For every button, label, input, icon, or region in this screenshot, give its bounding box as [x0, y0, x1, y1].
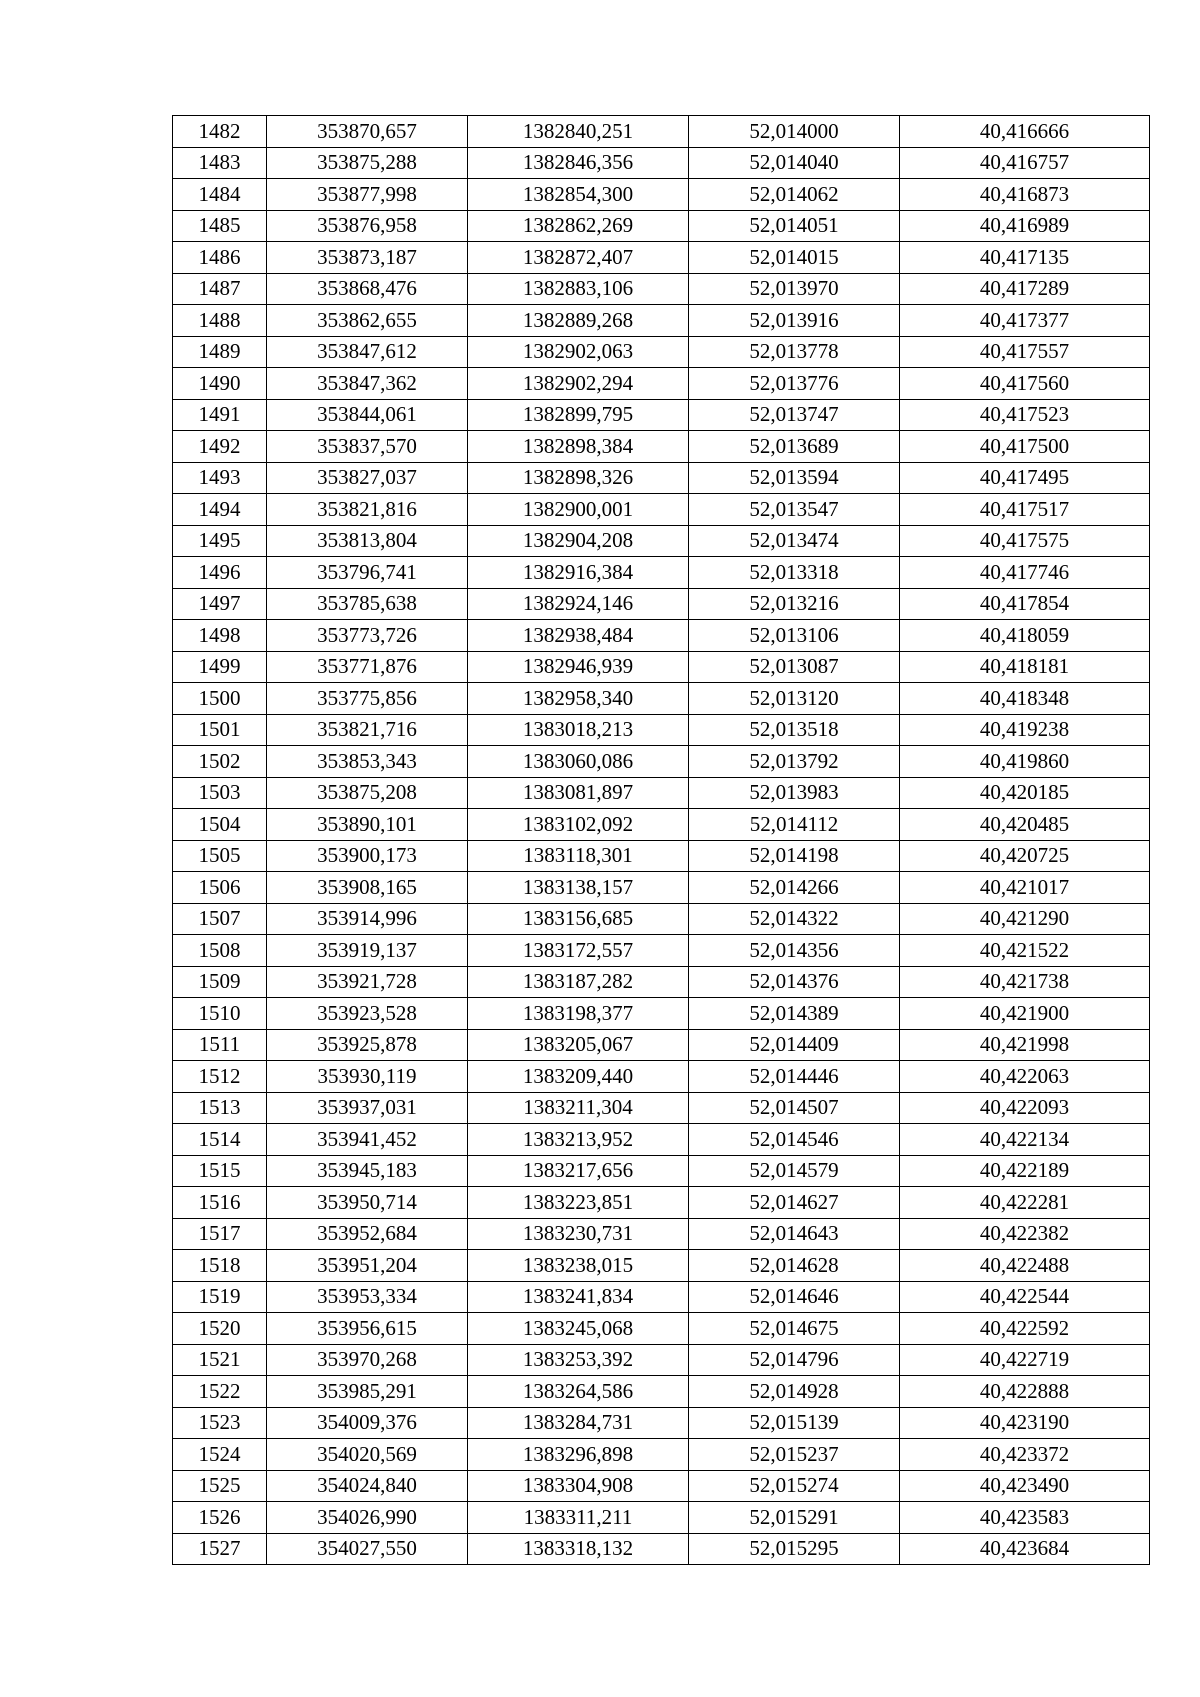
- y-coordinate-cell: 1383211,304: [468, 1092, 689, 1124]
- longitude-cell: 40,422063: [900, 1061, 1150, 1093]
- table-row: [173, 210, 1150, 242]
- longitude-cell: 40,417560: [900, 368, 1150, 400]
- longitude-cell: 40,423583: [900, 1502, 1150, 1534]
- latitude-cell: 52,013216: [689, 588, 900, 620]
- x-coordinate-cell: 353775,856: [267, 683, 468, 715]
- point-number-cell: 1482: [173, 116, 267, 148]
- latitude-cell: 52,013778: [689, 336, 900, 368]
- longitude-cell: 40,417500: [900, 431, 1150, 463]
- latitude-cell: 52,013970: [689, 273, 900, 305]
- x-coordinate-cell: 354020,569: [267, 1439, 468, 1471]
- table-row: [173, 525, 1150, 557]
- longitude-cell: 40,423684: [900, 1533, 1150, 1565]
- point-number-cell: 1514: [173, 1124, 267, 1156]
- longitude-cell: 40,421738: [900, 966, 1150, 998]
- x-coordinate-cell: 354027,550: [267, 1533, 468, 1565]
- y-coordinate-cell: 1383245,068: [468, 1313, 689, 1345]
- longitude-cell: 40,421900: [900, 998, 1150, 1030]
- point-number-cell: 1497: [173, 588, 267, 620]
- x-coordinate-cell: 353785,638: [267, 588, 468, 620]
- table-row: [173, 557, 1150, 589]
- point-number-cell: 1509: [173, 966, 267, 998]
- point-number-cell: 1522: [173, 1376, 267, 1408]
- point-number-cell: 1494: [173, 494, 267, 526]
- longitude-cell: 40,422544: [900, 1281, 1150, 1313]
- latitude-cell: 52,014627: [689, 1187, 900, 1219]
- longitude-cell: 40,417495: [900, 462, 1150, 494]
- latitude-cell: 52,014356: [689, 935, 900, 967]
- latitude-cell: 52,013318: [689, 557, 900, 589]
- y-coordinate-cell: 1382904,208: [468, 525, 689, 557]
- latitude-cell: 52,015291: [689, 1502, 900, 1534]
- point-number-cell: 1503: [173, 777, 267, 809]
- longitude-cell: 40,416873: [900, 179, 1150, 211]
- table-row: [173, 935, 1150, 967]
- table-row: [173, 116, 1150, 148]
- longitude-cell: 40,421290: [900, 903, 1150, 935]
- table-row: [173, 336, 1150, 368]
- table-row: [173, 242, 1150, 274]
- point-number-cell: 1495: [173, 525, 267, 557]
- latitude-cell: 52,013120: [689, 683, 900, 715]
- x-coordinate-cell: 353952,684: [267, 1218, 468, 1250]
- y-coordinate-cell: 1383172,557: [468, 935, 689, 967]
- latitude-cell: 52,014675: [689, 1313, 900, 1345]
- longitude-cell: 40,423490: [900, 1470, 1150, 1502]
- x-coordinate-cell: 353953,334: [267, 1281, 468, 1313]
- point-number-cell: 1516: [173, 1187, 267, 1219]
- longitude-cell: 40,421998: [900, 1029, 1150, 1061]
- point-number-cell: 1524: [173, 1439, 267, 1471]
- longitude-cell: 40,420485: [900, 809, 1150, 841]
- longitude-cell: 40,422189: [900, 1155, 1150, 1187]
- y-coordinate-cell: 1383018,213: [468, 714, 689, 746]
- x-coordinate-cell: 353853,343: [267, 746, 468, 778]
- y-coordinate-cell: 1382924,146: [468, 588, 689, 620]
- point-number-cell: 1498: [173, 620, 267, 652]
- x-coordinate-cell: 353813,804: [267, 525, 468, 557]
- x-coordinate-cell: 353930,119: [267, 1061, 468, 1093]
- y-coordinate-cell: 1383318,132: [468, 1533, 689, 1565]
- longitude-cell: 40,419238: [900, 714, 1150, 746]
- longitude-cell: 40,417854: [900, 588, 1150, 620]
- y-coordinate-cell: 1383217,656: [468, 1155, 689, 1187]
- y-coordinate-cell: 1383253,392: [468, 1344, 689, 1376]
- y-coordinate-cell: 1383304,908: [468, 1470, 689, 1502]
- y-coordinate-cell: 1382902,063: [468, 336, 689, 368]
- point-number-cell: 1506: [173, 872, 267, 904]
- table-row: [173, 1187, 1150, 1219]
- table-row: [173, 1407, 1150, 1439]
- point-number-cell: 1493: [173, 462, 267, 494]
- latitude-cell: 52,013547: [689, 494, 900, 526]
- table-row: [173, 1092, 1150, 1124]
- table-row: [173, 966, 1150, 998]
- latitude-cell: 52,014646: [689, 1281, 900, 1313]
- latitude-cell: 52,013474: [689, 525, 900, 557]
- latitude-cell: 52,014389: [689, 998, 900, 1030]
- y-coordinate-cell: 1383209,440: [468, 1061, 689, 1093]
- point-number-cell: 1521: [173, 1344, 267, 1376]
- y-coordinate-cell: 1382889,268: [468, 305, 689, 337]
- x-coordinate-cell: 353941,452: [267, 1124, 468, 1156]
- longitude-cell: 40,421017: [900, 872, 1150, 904]
- longitude-cell: 40,422592: [900, 1313, 1150, 1345]
- x-coordinate-cell: 353837,570: [267, 431, 468, 463]
- table-row: [173, 1061, 1150, 1093]
- table-row: [173, 1376, 1150, 1408]
- latitude-cell: 52,013518: [689, 714, 900, 746]
- y-coordinate-cell: 1382899,795: [468, 399, 689, 431]
- x-coordinate-cell: 353773,726: [267, 620, 468, 652]
- y-coordinate-cell: 1382883,106: [468, 273, 689, 305]
- latitude-cell: 52,014322: [689, 903, 900, 935]
- latitude-cell: 52,014409: [689, 1029, 900, 1061]
- latitude-cell: 52,014062: [689, 179, 900, 211]
- x-coordinate-cell: 353985,291: [267, 1376, 468, 1408]
- longitude-cell: 40,418181: [900, 651, 1150, 683]
- point-number-cell: 1517: [173, 1218, 267, 1250]
- y-coordinate-cell: 1383205,067: [468, 1029, 689, 1061]
- table-row: [173, 809, 1150, 841]
- x-coordinate-cell: 353847,362: [267, 368, 468, 400]
- table-row: [173, 179, 1150, 211]
- point-number-cell: 1492: [173, 431, 267, 463]
- table-row: [173, 1281, 1150, 1313]
- y-coordinate-cell: 1382902,294: [468, 368, 689, 400]
- longitude-cell: 40,417557: [900, 336, 1150, 368]
- table-row: [173, 651, 1150, 683]
- x-coordinate-cell: 353914,996: [267, 903, 468, 935]
- y-coordinate-cell: 1383102,092: [468, 809, 689, 841]
- latitude-cell: 52,015295: [689, 1533, 900, 1565]
- point-number-cell: 1519: [173, 1281, 267, 1313]
- x-coordinate-cell: 353956,615: [267, 1313, 468, 1345]
- y-coordinate-cell: 1383118,301: [468, 840, 689, 872]
- x-coordinate-cell: 353921,728: [267, 966, 468, 998]
- longitude-cell: 40,418348: [900, 683, 1150, 715]
- y-coordinate-cell: 1382938,484: [468, 620, 689, 652]
- longitude-cell: 40,417517: [900, 494, 1150, 526]
- x-coordinate-cell: 353945,183: [267, 1155, 468, 1187]
- x-coordinate-cell: 354009,376: [267, 1407, 468, 1439]
- table-row: [173, 1218, 1150, 1250]
- y-coordinate-cell: 1383230,731: [468, 1218, 689, 1250]
- x-coordinate-cell: 353771,876: [267, 651, 468, 683]
- table-row: [173, 1502, 1150, 1534]
- x-coordinate-cell: 353970,268: [267, 1344, 468, 1376]
- y-coordinate-cell: 1383223,851: [468, 1187, 689, 1219]
- y-coordinate-cell: 1383241,834: [468, 1281, 689, 1313]
- point-number-cell: 1511: [173, 1029, 267, 1061]
- y-coordinate-cell: 1383213,952: [468, 1124, 689, 1156]
- table-row: [173, 714, 1150, 746]
- point-number-cell: 1504: [173, 809, 267, 841]
- longitude-cell: 40,416989: [900, 210, 1150, 242]
- x-coordinate-cell: 353847,612: [267, 336, 468, 368]
- longitude-cell: 40,417523: [900, 399, 1150, 431]
- latitude-cell: 52,014928: [689, 1376, 900, 1408]
- x-coordinate-cell: 353876,958: [267, 210, 468, 242]
- x-coordinate-cell: 353925,878: [267, 1029, 468, 1061]
- y-coordinate-cell: 1382900,001: [468, 494, 689, 526]
- latitude-cell: 52,014579: [689, 1155, 900, 1187]
- table-row: [173, 777, 1150, 809]
- x-coordinate-cell: 353821,816: [267, 494, 468, 526]
- table-row: [173, 1029, 1150, 1061]
- table-row: [173, 368, 1150, 400]
- latitude-cell: 52,013792: [689, 746, 900, 778]
- point-number-cell: 1507: [173, 903, 267, 935]
- point-number-cell: 1500: [173, 683, 267, 715]
- latitude-cell: 52,013747: [689, 399, 900, 431]
- table-row: [173, 399, 1150, 431]
- table-row: [173, 1533, 1150, 1565]
- latitude-cell: 52,014643: [689, 1218, 900, 1250]
- x-coordinate-cell: 353919,137: [267, 935, 468, 967]
- latitude-cell: 52,014198: [689, 840, 900, 872]
- latitude-cell: 52,014112: [689, 809, 900, 841]
- y-coordinate-cell: 1383311,211: [468, 1502, 689, 1534]
- longitude-cell: 40,416666: [900, 116, 1150, 148]
- y-coordinate-cell: 1383264,586: [468, 1376, 689, 1408]
- x-coordinate-cell: 353875,288: [267, 147, 468, 179]
- longitude-cell: 40,419860: [900, 746, 1150, 778]
- point-number-cell: 1501: [173, 714, 267, 746]
- y-coordinate-cell: 1383138,157: [468, 872, 689, 904]
- x-coordinate-cell: 353870,657: [267, 116, 468, 148]
- point-number-cell: 1499: [173, 651, 267, 683]
- longitude-cell: 40,422719: [900, 1344, 1150, 1376]
- y-coordinate-cell: 1382840,251: [468, 116, 689, 148]
- latitude-cell: 52,013689: [689, 431, 900, 463]
- latitude-cell: 52,014051: [689, 210, 900, 242]
- coordinates-table: [172, 115, 1150, 1565]
- latitude-cell: 52,014796: [689, 1344, 900, 1376]
- table-row: [173, 1439, 1150, 1471]
- latitude-cell: 52,014446: [689, 1061, 900, 1093]
- longitude-cell: 40,417746: [900, 557, 1150, 589]
- table-row: [173, 305, 1150, 337]
- point-number-cell: 1525: [173, 1470, 267, 1502]
- latitude-cell: 52,013594: [689, 462, 900, 494]
- x-coordinate-cell: 353821,716: [267, 714, 468, 746]
- longitude-cell: 40,422134: [900, 1124, 1150, 1156]
- table-row: [173, 494, 1150, 526]
- latitude-cell: 52,015139: [689, 1407, 900, 1439]
- coordinates-table-body: [173, 116, 1150, 1565]
- latitude-cell: 52,014040: [689, 147, 900, 179]
- latitude-cell: 52,014266: [689, 872, 900, 904]
- table-row: [173, 588, 1150, 620]
- table-row: [173, 872, 1150, 904]
- longitude-cell: 40,417377: [900, 305, 1150, 337]
- y-coordinate-cell: 1382916,384: [468, 557, 689, 589]
- y-coordinate-cell: 1383296,898: [468, 1439, 689, 1471]
- x-coordinate-cell: 353900,173: [267, 840, 468, 872]
- latitude-cell: 52,013106: [689, 620, 900, 652]
- longitude-cell: 40,417575: [900, 525, 1150, 557]
- longitude-cell: 40,422382: [900, 1218, 1150, 1250]
- longitude-cell: 40,422488: [900, 1250, 1150, 1282]
- table-row: [173, 1155, 1150, 1187]
- longitude-cell: 40,420725: [900, 840, 1150, 872]
- longitude-cell: 40,423372: [900, 1439, 1150, 1471]
- latitude-cell: 52,014628: [689, 1250, 900, 1282]
- x-coordinate-cell: 353796,741: [267, 557, 468, 589]
- point-number-cell: 1512: [173, 1061, 267, 1093]
- table-row: [173, 840, 1150, 872]
- point-number-cell: 1526: [173, 1502, 267, 1534]
- x-coordinate-cell: 353937,031: [267, 1092, 468, 1124]
- y-coordinate-cell: 1383238,015: [468, 1250, 689, 1282]
- point-number-cell: 1490: [173, 368, 267, 400]
- x-coordinate-cell: 353951,204: [267, 1250, 468, 1282]
- latitude-cell: 52,014546: [689, 1124, 900, 1156]
- point-number-cell: 1508: [173, 935, 267, 967]
- point-number-cell: 1505: [173, 840, 267, 872]
- longitude-cell: 40,418059: [900, 620, 1150, 652]
- table-row: [173, 620, 1150, 652]
- latitude-cell: 52,013983: [689, 777, 900, 809]
- table-row: [173, 1344, 1150, 1376]
- longitude-cell: 40,422093: [900, 1092, 1150, 1124]
- y-coordinate-cell: 1382946,939: [468, 651, 689, 683]
- latitude-cell: 52,013776: [689, 368, 900, 400]
- point-number-cell: 1518: [173, 1250, 267, 1282]
- y-coordinate-cell: 1383198,377: [468, 998, 689, 1030]
- longitude-cell: 40,421522: [900, 935, 1150, 967]
- x-coordinate-cell: 353875,208: [267, 777, 468, 809]
- latitude-cell: 52,013087: [689, 651, 900, 683]
- longitude-cell: 40,416757: [900, 147, 1150, 179]
- table-row: [173, 462, 1150, 494]
- y-coordinate-cell: 1383156,685: [468, 903, 689, 935]
- longitude-cell: 40,423190: [900, 1407, 1150, 1439]
- x-coordinate-cell: 354024,840: [267, 1470, 468, 1502]
- latitude-cell: 52,014376: [689, 966, 900, 998]
- latitude-cell: 52,014000: [689, 116, 900, 148]
- table-row: [173, 1313, 1150, 1345]
- table-row: [173, 903, 1150, 935]
- latitude-cell: 52,014015: [689, 242, 900, 274]
- point-number-cell: 1483: [173, 147, 267, 179]
- point-number-cell: 1488: [173, 305, 267, 337]
- point-number-cell: 1491: [173, 399, 267, 431]
- longitude-cell: 40,422281: [900, 1187, 1150, 1219]
- x-coordinate-cell: 353950,714: [267, 1187, 468, 1219]
- longitude-cell: 40,420185: [900, 777, 1150, 809]
- table-row: [173, 147, 1150, 179]
- point-number-cell: 1502: [173, 746, 267, 778]
- point-number-cell: 1485: [173, 210, 267, 242]
- y-coordinate-cell: 1382898,326: [468, 462, 689, 494]
- longitude-cell: 40,417289: [900, 273, 1150, 305]
- table-row: [173, 998, 1150, 1030]
- x-coordinate-cell: 354026,990: [267, 1502, 468, 1534]
- point-number-cell: 1515: [173, 1155, 267, 1187]
- latitude-cell: 52,015237: [689, 1439, 900, 1471]
- x-coordinate-cell: 353827,037: [267, 462, 468, 494]
- x-coordinate-cell: 353923,528: [267, 998, 468, 1030]
- point-number-cell: 1489: [173, 336, 267, 368]
- point-number-cell: 1484: [173, 179, 267, 211]
- point-number-cell: 1513: [173, 1092, 267, 1124]
- x-coordinate-cell: 353868,476: [267, 273, 468, 305]
- latitude-cell: 52,014507: [689, 1092, 900, 1124]
- x-coordinate-cell: 353844,061: [267, 399, 468, 431]
- point-number-cell: 1487: [173, 273, 267, 305]
- table-row: [173, 683, 1150, 715]
- y-coordinate-cell: 1382846,356: [468, 147, 689, 179]
- point-number-cell: 1520: [173, 1313, 267, 1345]
- x-coordinate-cell: 353862,655: [267, 305, 468, 337]
- table-row: [173, 1470, 1150, 1502]
- x-coordinate-cell: 353877,998: [267, 179, 468, 211]
- point-number-cell: 1496: [173, 557, 267, 589]
- y-coordinate-cell: 1382872,407: [468, 242, 689, 274]
- point-number-cell: 1523: [173, 1407, 267, 1439]
- table-row: [173, 746, 1150, 778]
- table-row: [173, 1250, 1150, 1282]
- x-coordinate-cell: 353873,187: [267, 242, 468, 274]
- y-coordinate-cell: 1382958,340: [468, 683, 689, 715]
- y-coordinate-cell: 1382898,384: [468, 431, 689, 463]
- y-coordinate-cell: 1383060,086: [468, 746, 689, 778]
- y-coordinate-cell: 1383187,282: [468, 966, 689, 998]
- point-number-cell: 1486: [173, 242, 267, 274]
- y-coordinate-cell: 1383284,731: [468, 1407, 689, 1439]
- y-coordinate-cell: 1382862,269: [468, 210, 689, 242]
- point-number-cell: 1510: [173, 998, 267, 1030]
- latitude-cell: 52,015274: [689, 1470, 900, 1502]
- longitude-cell: 40,422888: [900, 1376, 1150, 1408]
- latitude-cell: 52,013916: [689, 305, 900, 337]
- x-coordinate-cell: 353908,165: [267, 872, 468, 904]
- table-row: [173, 273, 1150, 305]
- y-coordinate-cell: 1383081,897: [468, 777, 689, 809]
- table-row: [173, 431, 1150, 463]
- y-coordinate-cell: 1382854,300: [468, 179, 689, 211]
- longitude-cell: 40,417135: [900, 242, 1150, 274]
- table-row: [173, 1124, 1150, 1156]
- x-coordinate-cell: 353890,101: [267, 809, 468, 841]
- point-number-cell: 1527: [173, 1533, 267, 1565]
